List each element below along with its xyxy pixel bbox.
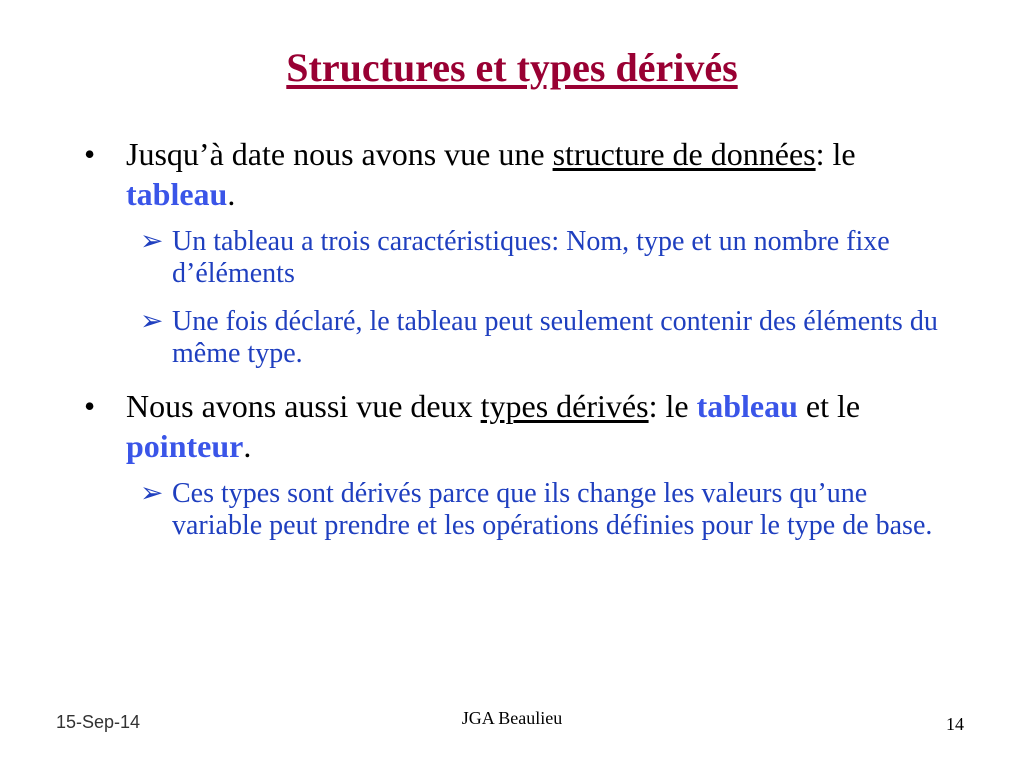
bullet-text: : le [815,136,856,172]
page-number: 14 [946,714,964,734]
sub-bullet-text: Un tableau a trois caractéristiques: Nom, type et un nombre fixe d’éléments [172,226,890,289]
highlighted-term: tableau [696,388,798,424]
arrow-bullet-icon: ➢ [140,306,164,337]
bullet-text: Jusqu’à date nous avons vue une [126,136,553,172]
slide-content [84,134,964,558]
highlighted-term: tableau [126,176,228,212]
bullet-text: : le [648,388,697,424]
bullet-text: . [243,428,252,464]
bullet-dot-icon: • [84,136,96,172]
bullet-item-2 [84,386,964,466]
sub-bullet-text: Une fois déclaré, le tableau peut seulement contenir des éléments du même type. [172,306,938,369]
underlined-term: structure de données [552,136,816,172]
slide-title: Structures et types dérivés [286,45,738,90]
footer-date: 15-Sep-14 [56,712,141,732]
arrow-bullet-icon: ➢ [140,226,164,257]
bullet-text: . [227,176,236,212]
bullet-item-1 [84,134,964,214]
sub-bullet-item [140,226,964,290]
sub-bullet-item [140,306,964,370]
sub-bullet-item [140,478,964,542]
sub-bullet-text: Ces types sont dérivés parce que ils change les valeurs qu’une variable peut prendre et les opérations définies pour le type de base. [172,478,933,541]
highlighted-term: pointeur [126,428,244,464]
bullet-text: et le [797,388,861,424]
bullet-text: Nous avons aussi vue deux [126,388,481,424]
footer-author: JGA Beaulieu [461,708,563,728]
arrow-bullet-icon: ➢ [140,478,164,509]
bullet-dot-icon: • [84,388,96,424]
underlined-term: types dérivés [480,388,649,424]
